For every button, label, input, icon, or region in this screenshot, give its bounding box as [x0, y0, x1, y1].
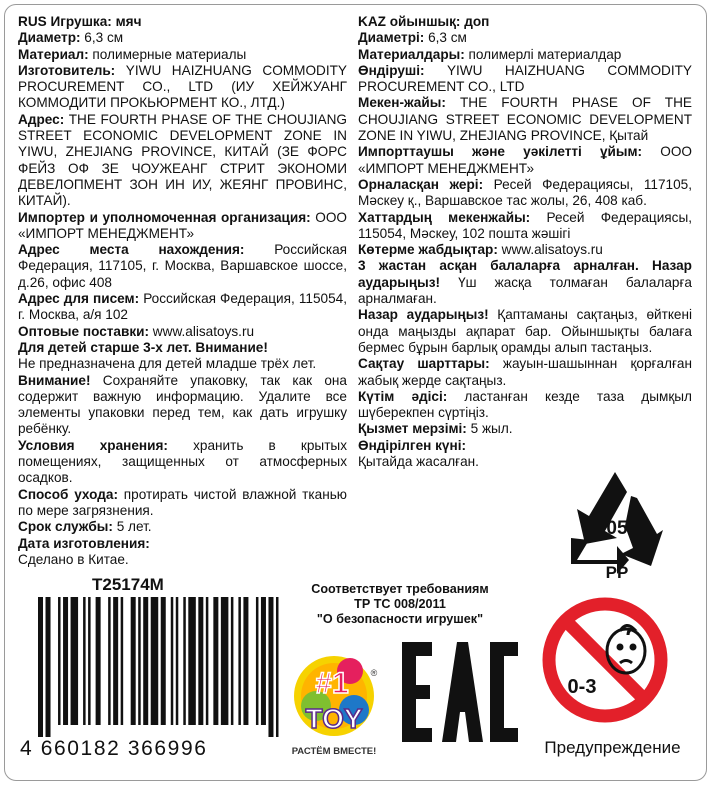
rus-line-heading: Внимание! [18, 372, 91, 388]
kaz-line-text: полимерлі материалдар [464, 46, 622, 62]
kaz-line-heading: Қызмет мерзімі: [358, 421, 467, 437]
kaz-line [358, 14, 692, 30]
sku-code: T25174M [92, 575, 164, 594]
barcode-bar [238, 597, 241, 725]
rus-line-heading: Оптовые поставки: [18, 323, 150, 339]
rus-line [18, 210, 347, 243]
rus-line-text: Не предназначена для детей младше трёх лет. [18, 356, 317, 372]
kaz-line-text: Ресей Федерациясы, 115054, Мәскеу, 102 пошта жәшігі [358, 209, 692, 241]
kaz-line-text: 6,3 см [424, 30, 467, 46]
barcode-bar [71, 597, 79, 725]
kaz-line-heading: Күтім әдісі: [358, 388, 448, 404]
kaz-line [358, 47, 692, 63]
kaz-line-heading: Орналасқан жері: [358, 176, 484, 192]
recycle-material: PP [605, 563, 629, 580]
barcode-bar [171, 597, 174, 725]
kaz-line-heading: Көтерме жабдықтар: [358, 242, 498, 258]
rus-line-heading: Изготовитель: [18, 62, 116, 78]
rus-line [18, 14, 347, 30]
rus-column [18, 14, 347, 568]
barcode-bar [206, 597, 209, 725]
recycle-pp-icon [565, 468, 665, 580]
kaz-line-text: ластанған кезде таза дымқыл шүберекпен сүртіңіз. [358, 388, 692, 421]
conformity-text [290, 582, 510, 627]
rus-line-heading: Срок службы: [18, 519, 113, 535]
rus-line-heading: Импортер и уполномоченная организация: [18, 209, 311, 225]
kaz-line-heading: Өндірілген күні: [358, 437, 466, 453]
rus-line [18, 356, 347, 372]
rus-line-text: YIWU HAIZHUANG COMMODITY PROCUREMENT CO., LTD (ИУ ХЕЙЖУАНГ КОММОДИТИ ПРОКЬЮРМЕНТ КО., ЛТД.) [18, 62, 347, 111]
rus-line-heading: Адрес: [18, 111, 65, 127]
rus-line-text: THE FOURTH PHASE OF THE CHOUJIANG STREET ECONOMIC DEVELOPMENT ZONE IN YIWU, ZHEJIANG PROVINCE, КИТАЙ (ЗЕ ФОРС ФЕЙЗ ОФ ЗЕ ЧОУЖЕАНГ СТРИТ ЭКОНОМИ ДЕВЕЛОПМЕНТ ЗОН ИН ИУ, ЖЕЯНГ ПРОВИНС, КИТАЙ). [18, 111, 347, 209]
rus-line [18, 519, 347, 535]
barcode-bar [161, 597, 166, 725]
barcode-bar [108, 597, 111, 725]
logo-slogan: РАСТЁМ ВМЕСТЕ! [291, 746, 377, 757]
barcode [38, 597, 286, 737]
kaz-line-heading: Импорттаушы және уәкілетті ұйым: [358, 144, 643, 160]
kaz-line [358, 177, 692, 210]
kaz-line-text: www.alisatoys.ru [497, 242, 603, 258]
conformity-line: ТР ТС 008/2011 [354, 597, 446, 611]
kaz-line [358, 30, 692, 46]
rus-line [18, 242, 347, 291]
kaz-line [358, 144, 692, 177]
rus-line [18, 30, 347, 46]
kaz-line-heading: Хаттардың мекенжайы: [358, 209, 531, 225]
rus-line-heading: Материал: [18, 46, 89, 62]
rus-line-heading: RUS Игрушка: мяч [18, 14, 142, 29]
rus-line [18, 552, 347, 568]
barcode-bar [183, 597, 186, 725]
kaz-line-heading: Өндіруші: [358, 62, 425, 78]
barcode-bar [213, 597, 218, 725]
rus-line-text: 6,3 см [80, 30, 124, 46]
rus-line-text: 5 лет. [112, 519, 152, 535]
kaz-line [358, 210, 692, 243]
barcode-digits: 4 660182 366996 [20, 737, 208, 760]
rus-line-text: ООО «ИМПОРТ МЕНЕДЖМЕНТ» [18, 209, 348, 241]
rus-line [18, 291, 347, 324]
rus-line-heading: Условия хранения: [18, 437, 168, 453]
barcode-bar [83, 597, 86, 725]
barcode-bar [143, 597, 148, 725]
kaz-column [358, 14, 692, 470]
conformity-line: "О безопасности игрушек" [316, 612, 484, 626]
rus-line [18, 438, 347, 487]
rus-line [18, 487, 347, 520]
kaz-line [358, 258, 692, 307]
rus-line-heading: Адрес для писем: [18, 291, 140, 307]
rus-line [18, 536, 347, 552]
barcode-bar [268, 597, 273, 737]
brand-logo [284, 648, 384, 763]
rus-line-text: Сделано в Китае. [18, 551, 129, 567]
kaz-line-heading: Назар аударыңыз! [358, 307, 489, 323]
kaz-line [358, 307, 692, 356]
rus-line [18, 63, 347, 112]
eac-mark [402, 642, 518, 742]
barcode-bar [151, 597, 159, 725]
rus-line [18, 112, 347, 210]
barcode-bar [231, 597, 234, 725]
warning-age: 0-3 [567, 676, 597, 698]
rus-line-text: Сохраняйте упаковку, так как она содержит важную информацию. Удалите все элементы упаковки перед тем, как дать игрушку ребёнку. [18, 372, 347, 437]
logo-reg: ® [370, 668, 378, 678]
kaz-line-text: YIWU HAIZHUANG COMMODITY PROCUREMENT CO., LTD [358, 62, 692, 95]
kaz-line-heading: KAZ ойыншық: доп [358, 14, 490, 29]
barcode-bar [131, 597, 136, 725]
kaz-line-text: Ресей Федерациясы, 117105, Мәскеу қ., Варшавское тас жолы, 26, 408 каб. [358, 176, 692, 209]
barcode-bar [176, 597, 179, 725]
logo-word: TOY [305, 703, 363, 734]
barcode-bar [121, 597, 124, 725]
kaz-line-heading: Материалдары: [358, 46, 465, 62]
kaz-line-heading: Сақтау шарттары: [358, 356, 490, 372]
rus-line [18, 340, 347, 356]
rus-line-text: протирать чистой влажной тканью по мере загрязнения. [18, 486, 347, 518]
kaz-line-heading: Диаметрі: [358, 30, 425, 46]
barcode-bar [261, 597, 266, 725]
kaz-line [358, 389, 692, 422]
barcode-bar [58, 597, 61, 725]
rus-line [18, 373, 347, 438]
recycle-code: 05 [606, 518, 628, 539]
rus-line-text: Российская Федерация, 115054, г. Москва, а/я 102 [18, 291, 347, 323]
kaz-line-text: Қаптаманы сақтаңыз, өйткені онда маңызды ақпарат бар. Ойыншықты балаға бермес бұрын барлық орамды алып тастаңыз. [358, 307, 693, 355]
kaz-line-heading: Мекен-жайы: [358, 95, 446, 111]
kaz-line-text: 5 жыл. [466, 421, 513, 437]
rus-line-text: Российская Федерация, 117105, г. Москва, Варшавское шоссе, д.26, офис 408 [18, 242, 347, 290]
barcode-bar [88, 597, 91, 725]
barcode-bar [46, 597, 51, 737]
barcode-bar [221, 597, 229, 725]
kaz-line [358, 421, 692, 437]
kaz-line [358, 438, 692, 454]
barcode-bar [188, 597, 196, 725]
barcode-bar [198, 597, 203, 725]
kaz-line-text: THE FOURTH PHASE OF THE CHOUJIANG STREET ECONOMIC DEVELOPMENT ZONE IN YIWU, ZHEJIANG PROVINCE, Қытай [358, 95, 692, 144]
rus-line [18, 324, 347, 340]
rus-line-heading: Диаметр: [18, 30, 81, 46]
rus-line-text: хранить в крытых помещениях, защищенных от атмосферных осадков. [18, 437, 347, 486]
kaz-line [358, 242, 692, 258]
barcode-bar [38, 597, 43, 737]
kaz-line-heading: 3 жастан асқан балаларға арналған. Назар аударыңыз! [358, 258, 692, 290]
conformity-line: Соответствует требованиям [311, 582, 489, 596]
barcode-bar [96, 597, 101, 725]
warning-label: Предупреждение [544, 738, 681, 757]
rus-line-heading: Способ ухода: [18, 486, 118, 502]
rus-line-heading: Адрес места нахождения: [18, 242, 245, 258]
kaz-line [358, 63, 692, 96]
kaz-line-text: Қытайда жасалған. [358, 454, 479, 470]
age-warning-icon [540, 595, 670, 725]
kaz-line-text: Үш жасқа толмаған балаларға арналмаған. [358, 274, 692, 307]
barcode-bar [138, 597, 141, 725]
kaz-line [358, 95, 692, 144]
rus-line-heading: Дата изготовления: [18, 535, 150, 551]
barcode-bar [63, 597, 68, 725]
barcode-bar [243, 597, 248, 725]
kaz-line-text: жауын-шашыннан қорғалған жабық жерде сақтаңыз. [358, 356, 692, 388]
rus-line-heading: Для детей старше 3-х лет. Внимание! [18, 339, 268, 355]
kaz-line-text: ООО «ИМПОРТ МЕНЕДЖМЕНТ» [358, 144, 692, 176]
barcode-bar [113, 597, 118, 725]
rus-line [18, 47, 347, 63]
rus-line-text: полимерные материалы [88, 46, 247, 62]
barcode-bar [256, 597, 259, 725]
rus-line-text: www.alisatoys.ru [149, 323, 255, 339]
logo-mark: #1 [315, 667, 349, 700]
barcode-bar [276, 597, 279, 737]
kaz-line [358, 356, 692, 389]
